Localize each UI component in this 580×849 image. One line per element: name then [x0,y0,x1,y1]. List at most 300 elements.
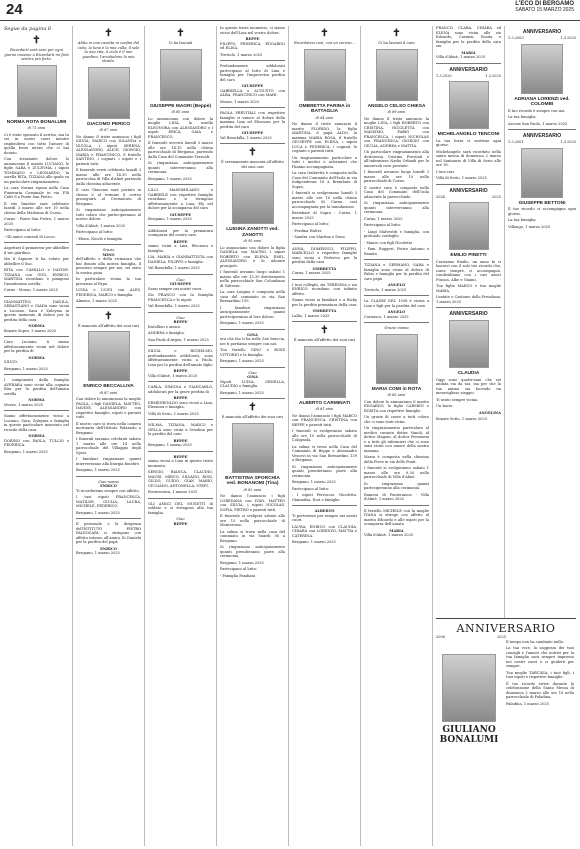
notice-text: Partecipano al lutto: [364,223,402,227]
portrait-photo [304,49,346,101]
notice-text: La cara Norma riposa nella Casa Funeraria Comunale in via F.lli Calvi 8 a Ponte San Pietro. [4,186,69,199]
cross-icon: ✝ [32,35,41,46]
notice-text: RITA con CAMILLO e DAVIDE, TIZIANA con GIGI, ENRICO, MARTINA ricordano e piangono l'amatissima sorella. [4,268,69,286]
notice-text: LILLI MASSIMILIANO e GABRIELE con rispettive famiglie ricordano e si stringono affettuosamente a Lina, Ely nel dolore per la scomparsa del caro [148,188,213,210]
notice-text: GIANMATTEO, DANILA, SEBASTIANO e GIADA sono vicini a Luciano, Sara e Zuleyma in questo momento di dolore per la perdita della cara [4,299,69,322]
divider [292,279,357,280]
column-rule [360,26,361,846]
cross-icon: ✝ [392,28,401,39]
notice-place-date: Ramera di Ponteranica - Villa d'Almè, 1 marzo 2025 [364,492,429,501]
notice-text: fratellino e amico. [148,324,182,329]
notice-place-date: Bergamo, 1 marzo 2025 [4,366,48,371]
notice-name: ANGELO [387,310,406,314]
divider [220,143,285,144]
notice-place-date: Curno, 1 marzo 2025 [364,216,403,221]
notice-name: ENRICO [100,546,117,551]
anniversary-heading: ANNIVERSARIO [522,29,562,35]
deceased-age: di 85 anni [387,393,406,397]
notice-place-date: Bergamo, 1 marzo 2025 [292,480,336,484]
notice-place-date: Val Brembilla, 1 marzo 2025 [148,304,200,308]
notice-place-date: Bergamo, 1 marzo 2025 [220,560,264,565]
notice-text: FILIPPO, FEDERICA, EDOARDO ed ELISA. [220,41,285,50]
notice-text: - Mauro con figli Nicoletta [364,240,413,245]
year-from: 1.3.2001 [508,140,524,144]
notice-text: I familiari ringraziano quanti interverranno alla liturgia funebre. [76,457,141,466]
notice-text: SILVIA e RICHELMO, profondamente addolorati, sono affettuosamente vicini a Paola, Lina per la perdita dell'amato figlio [148,349,213,367]
notice-text: SILVIO. [4,360,18,364]
notice-name: ENRICO [100,484,117,488]
notice-text: Partecipano al lutto: [4,228,42,232]
notice-text: In particolare vicina la tua presenza al Papa. [76,277,141,286]
notice-text: I funerali avranno luogo sabato 1 marzo alle ore 15.30 direttamente nella parrocchiale San Colombano di Valtesse. [220,270,285,288]
notice-place-date: Villongo, 1 marzo 2025 [508,224,551,229]
deceased-name: GIUSEPPE BETTONI [518,200,566,206]
notice-text: Un ringraziamento particolare al medico curante dottor Vanoli, al dottor Magoni, al dottor Personeni e a tutti gli infermieri che ci sono stati vicini con amore della nostra mamma. [364,426,429,453]
notice-text: - Ferdina Walter [292,228,322,233]
anniversary-years [436,195,501,200]
notice-text: Il tuo ricordo ci accompagna ogni giorno. [508,207,576,216]
notice-place-date: Arcene San Paolo, 1 marzo 2025 [508,121,568,126]
notice-text: Il funerale si svolgerà sabato alle ore 15 nella parrocchiale di Monterosso. [220,514,285,527]
notice-name: BEPPE [173,454,188,459]
notice-text: Addolorati per la prematura scomparsa del nostro caro [148,228,213,237]
year-to: 1.3.2025 [485,73,501,78]
column-rule [432,26,433,846]
divider [436,307,501,308]
notice-text: Un bacio. [436,404,454,408]
year-to: 2025 [492,194,501,199]
notice-name: GINA [247,332,258,337]
notice-text: Tua figlia MARCO e tua moglie MARIA. [436,284,501,293]
notice-text: Si ringraziano anticipatamente quanti interverranno alla cerimonia. [364,201,429,214]
portrait-photo [17,65,57,117]
notice-place-date: Val Brembilla, 1 marzo 2025 [148,266,200,270]
notice-heading: Ciao [176,517,185,521]
divider [148,225,213,226]
notice-name: BEPPE [173,239,188,244]
notice-text: È mancato all'affetto dei suoi cari [77,323,140,328]
notice-text: DORINO con PAOLA, TULLIO e FEDERICA. [4,438,69,447]
notice-place-date: Bergamo, 1 marzo 2025 [148,443,192,447]
portrait-photo [521,44,563,94]
notice-place-date: Curnasco, 1 marzo 2025 [364,314,409,319]
notice-place-date: Val Brembilla, 1 marzo 2025 [220,135,272,140]
notice-place-date: San Paolo d'Argon, 1 marzo 2025 [148,337,209,342]
portrait-photo [232,423,274,473]
notice-place-date: Treviolo, 1 marzo 2025 [220,52,263,57]
anniversary-heading: ANNIVERSARIO [522,133,562,139]
notice-text: Ne danno il triste annuncio la moglie LINA, i figli ROBERTO con CRISTINA, NICOLETTA con MASSIMO, FABIO con FRANCESCA, i nipoti NICHOLAS con FRANCESCA, GIORGIO con GIULIA, ANDREA e MATTIA. [364,116,429,148]
notice-text: I tuoi cari. [436,169,455,174]
continued-from: Segue da pagina 6 [4,26,52,32]
notice-name: NORMA [28,355,45,360]
notice-place-date: Lallio, 1 marzo 2025 [292,313,330,318]
cross-icon: ✝ [104,310,113,322]
deceased-name: NORMA ROTA BONALUMI [6,119,67,125]
column-4 [220,26,285,846]
notice-text: - Famiglia Pandiani [220,573,255,578]
notice-heading: Ciao [248,370,257,375]
deceased-name: ALBERTO CARMINATI [299,400,350,406]
notice-text: La tua forza ci sostiene ogni giorno. [436,138,501,147]
notice-text: Caro Luciano, ti siamo affettuosamente vicini nel dolore per la perdita di [4,340,69,353]
notice-text: Aspettavi il primavera per abbellire il tuo giardino. [4,246,69,255]
notice-text: Il funerale avverrà lunedì 3 marzo alle ore 14.15 nella chiesa parrocchiale di Bergamo, partendo dalla Casa del Commiato Terzuoli. [148,141,213,159]
notice-text: ANNA, DOMENICO, FILIPPO, MARCELLO e rispettive famiglie sono vicini a Federico per la perdita della cara [292,246,357,264]
notice-text: Ci ha lasciati [168,41,193,45]
notice-text: - Luigi Malvestiti e famiglia, con profondo cordoglio [364,229,429,238]
anniversary-heading: ANNIVERSARIO [449,66,488,73]
notice-place-date: Bergamo, 1 marzo 2025 [220,321,264,325]
divider [4,336,69,337]
deceased-name: EMILIO PINETTI [450,253,487,258]
portrait-photo [449,320,489,368]
notice-text: La tua voce, la saggezza dei tuoi consigli e l'amore che nutrivi per la tua famiglia sarà sempre impresso nei nostri cuori e ci guiderà per sempre. [506,646,574,668]
notice-text: Carissimo Emilio, un anno fa ci lasciavi con il solo tuo ricordo che, come sempre, ci accompagna, condividiamo con i cari amici Franca, Albe e Gianni. [436,259,501,282]
deceased-name: ENRICO BECCALLIVA [83,384,134,389]
notice-text: Con dolore lo annunciano il marito EDOARDO, le figlie CARMEN e ROSITA con rispettive famiglie. [364,399,429,413]
notice-text: Ti porteremo per sempre nei nostri cuori. [292,513,357,522]
notice-place-date: Bergamo, 1 marzo 2025 [4,449,48,454]
notice-text: Il tempo non ha cambiato nulla. [506,639,564,644]
divider [148,498,213,499]
anniversary-right [506,640,574,745]
publication-masthead [515,1,574,13]
column-5 [292,26,357,846]
deceased-age: di 87 anni [99,128,118,132]
notice-text: È serenamente mancata all'affetto dei suoi cari [221,160,284,169]
notice-text: Michelangelo sarà ricordato nella santa messa di domenica 2 marzo nel Santuario di Villa di Serio alle ore 18. [436,149,501,167]
divider [364,259,429,260]
column-rule [72,26,73,846]
deceased-name: MICHELANGELO TENCONI [437,132,500,137]
cross-icon: ✝ [320,325,329,336]
notice-place-date: Curno - Mozzo, 1 marzo 2025 [4,288,58,292]
divider [4,410,69,411]
notice-text: WILMA, TIZIANA, MARCO e NELLA sono vicini a Orsolina per la perdita del caro [148,423,213,436]
deceased-name: GIULIANO BONALUMI [439,724,499,745]
divider [220,60,285,61]
notice-text: Il fratello MICHELE con la moglie IVANA si stringe con affetto al marito Edoardo e alle nipoti per la scomparsa dell'amata [364,508,429,526]
notice-text: La CLASSE DEL 1938 è vicina a Lina e figli per la perdita del caro [364,299,429,308]
portrait-photo [449,81,489,129]
notice-text: Partecipano al lutto: [220,567,258,571]
notice-place-date: Villa d'Almè, 1 marzo 2025 [76,223,126,228]
notice-place-date: Lentate e Castione della Presolana, 1 marzo 2025 [436,295,501,304]
deceased-name: GIACOMO PERICO [86,121,131,127]
notice-place-date: Villa d'Almè, 1 marzo 2025 [436,55,486,59]
deceased-age: di 95 anni [243,239,262,243]
cross-icon: ✝ [248,402,257,413]
divider [148,312,213,313]
portrait-photo [88,331,130,381]
notice-name: MARIA [461,50,476,55]
notice-text: - Fam. Ruggeri, Pietro Antonio e Renata [364,247,429,256]
notice-text: Si ringraziano anticipatamente quanti prenderanno parte alla cerimonia. [292,464,357,478]
notice-name: GINA [247,375,258,379]
divider [220,398,285,399]
notice-name: NORMA [28,398,45,402]
portrait-photo [376,334,418,384]
anniversary-years [508,36,576,41]
divider [76,307,141,308]
portrait-photo [232,172,274,224]
divider [148,451,213,452]
notice-text: I funerali si svolgeranno sabato alle ore 10 nella parrocchiale di Colognola. [292,429,357,442]
notice-text: Ti sento sempre vicina. [436,397,479,402]
notice-place-date: Villa d'Almè, 1 marzo 2025 [364,533,414,537]
divider [4,296,69,297]
notice-text: Un grazie di cuore a tutti coloro che ci sono stati vicini. [364,415,429,424]
divider [220,107,285,108]
notice-text: Tua moglie TARCISIA, i tuoi figli, i tuoi nipoti e rispettive famiglie. [506,670,574,679]
notice-text: Il tuo ricordo è sempre con noi. [508,108,566,113]
notice-text: PAOLA PREVITALI con rispettive famiglie si unisce al dolore della mamma Lina ed Eleonora per la perdita del caro [220,111,285,129]
notice-text: Si ringraziano quanti parteciperanno alla cerimonia. [364,481,429,490]
column-8 [508,26,576,326]
year-from: 2006 [436,635,445,639]
divider [148,381,213,382]
notice-place-date: Curno - Ponte San Pietro, 1 marzo 2025 [4,217,69,226]
notice-place-date: Curno, 1 marzo 2025 [292,271,331,275]
page-number: 24 [6,1,23,18]
deceased-name: LUIGINA ZANOTTI ved. ZANOTTI [226,227,279,238]
deceased-age: di 85 anni [171,110,190,114]
notice-name: BEPPE [173,396,188,400]
notice-text: I funerali si svolgeranno sabato 1 marzo alle ore 9.30 nella parrocchiale di Villa d'Almè. [364,466,429,479]
deceased-age: di 87 anni [99,390,118,395]
divider [148,345,213,346]
notice-text: Oggi sono quattr'anni che sei andata via da noi, ma per che la tua anima sia facendo un meraviglioso viaggio. [436,377,501,395]
notice-text: LUISA e LUIGI con ALES, FEDERICA, MARCO e famiglia. [76,288,141,297]
divider [292,505,357,506]
notice-text: Ma il Signore ti ha voluto per abbellire il Suo. [4,257,69,266]
notice-text: Con dolore lo annunciano la moglie PAOLA, i figli DANIELA, MATTEO, DAVIDE, ALESSANDRO con rispettive famiglie, nipoti e parenti tutti. [76,397,141,419]
notice-name: OMBRETTA [312,266,337,271]
year-from: 1.3.2020 [436,73,452,78]
divider [220,367,285,368]
notice-text: I componenti della famiglia AVERARA sono vicini alla cognata Rita per la perdita dell'amata sorella [4,378,69,396]
deceased-name: GIUSEPPE MAGRI (Beppe) [149,103,212,109]
divider [148,184,213,185]
portrait-photo [521,148,563,198]
deceased-age: di 64 anni [315,115,334,120]
deceased-age: di 89 anni [387,110,406,114]
deceased-age: di 71 anni [27,126,46,130]
notice-text: Il caro Giacomo sarà portato in chiesa e al termine il corteo proseguirà al Crematorio di Bergamo. [76,188,141,206]
notice-text: Si ringraziano anticipatamente quanti interverranno alla cerimonia. [148,161,213,174]
notice-text: TIZIANA e GERMANO, SARA e famiglia sono vicini al dolore di Fabio e famiglia per la perdita del caro papà [364,263,429,281]
year-to: 1.3.2025 [560,36,576,40]
divider [148,274,213,275]
notice-place-date: Bergamo, 1 marzo 2025 [292,540,336,544]
notice-heading: Ciao [176,315,185,320]
notice-text: Ne danno l'annuncio i figli LOREDANA con IVAN, MATTEO con SILVIA, i nipoti NICOLAS, SOFIA, PIETRO e parenti tutti. [220,494,285,512]
notice-text: Profondamente addolorati partecipano al lutto di Lina e famiglia per l'improvvisa perdita del caro [220,64,285,82]
notice-text: Ci è stato spezzato il sorriso, ma tu sei in nostri cuori mentre risplendeva con tutto l'amore di quella forza intera che ci hai donato. [4,132,69,155]
notice-place-date: Bergamo, 1 marzo 2025 [220,359,264,363]
quote: Ricordarti sarà sere per ogni giorno insieme a Ricordarti mi farà sentire più forte. [4,48,69,61]
cross-icon: ✝ [248,147,257,158]
page-header [0,0,580,21]
year-to: 2025 [497,635,506,639]
notice-text: Siamo vicini ai familiari e a Ricky per la perdita prematura della cara [292,298,357,307]
notice-text: LIA, MARIA e GIANBATTISTA con DANIELA, FILIPPO e famiglia. [148,255,213,264]
column-6 [364,26,429,846]
notice-text: Lo annunciano con dolore la moglie LINA, la sorella ELEONORA con ALESSANDRO e i nipoti ERICA, GAIA e FRANCESCO. [148,116,213,139]
notice-text: Partecipano al lutto: [292,222,330,226]
notice-place-date: Bonate Sotto, 1 marzo 2025 [436,417,487,421]
notice-text: È mancato all'affetto dei suoi cari [293,338,356,342]
notice-text: Tuo fratello GINO e ROSE VITTORIO e la famiglia. [220,348,285,357]
portrait-photo [376,49,418,101]
quote: Abito in una casetta in confini del cielo, la luna è la mia culla, il sole la mia vita, il cielo è il mio giardino, l'arcobaleno la mia strada. [77,41,140,63]
divider [76,518,141,519]
notice-text: La tua famiglia. [508,115,537,119]
deceased-name: BATTISTINA SPORCHIA ved. BONANOMI (Tina) [225,475,280,486]
portrait-photo [442,654,496,722]
notice-text: I funerali si svolgeranno lunedì 3 marzo alle ore 10 nella chiesa parrocchiale di Curno, così accompagnata per la tumulazione. [292,191,357,209]
notice-text: Si ringraziano anticipatamente quanti prenderanno parte alla cerimonia. [220,545,285,558]
notice-name: GIUSEPPE [241,84,264,88]
column-rule [216,26,217,846]
notice-text: Maria è composta nella chiesina della Pieve in via delle Fonti. [364,455,429,464]
column-2 [76,26,141,846]
notice-name: MARIA [389,528,404,533]
portrait-photo [304,346,346,398]
column-rule [288,26,289,846]
notice-name: BEPPE [173,320,188,324]
notice-place-date: Bergamo, 1 marzo 2025 [148,176,192,181]
portrait-photo [88,67,130,119]
anniversary-left [436,640,502,745]
portrait-photo [449,202,489,250]
notice-text: Sarai sempre nei nostri cuori. [148,286,203,291]
notice-text: SERGIO, BIANCA, CLAUDIO, MAURI, MIRCO, SILVANO, ROSI, GILDO, GUIDO, GIAN MARIO, GIULIANO, ANTONELLA, STEFI. [148,470,213,488]
notice-text: La cara Ombretta è composta nella Casa del Commiato dell'Isola in via Indipendenza 18 a Brembate di Sopra. [292,171,357,189]
divider [364,295,429,296]
deceased-name: MARIA COMI in ROTA [371,386,422,392]
notice-text: La tua famiglia. [508,218,537,222]
divider [436,184,501,185]
notice-name: BEPPE [173,369,188,373]
notice-name: GIUSEPPE [241,131,264,135]
divider [76,476,141,477]
notice-text: ora che ibo ti ha nelle Sue braccia, nei ti portiamo sempre con noi. [220,337,285,346]
notice-text: LAURA, ENRICO con CLAUDIA, CHIARA con LORENZO, MATTIA e CATERINA. [292,524,357,538]
cross-icon: ✝ [176,28,185,39]
cross-icon: ✝ [104,28,113,39]
notice-text: Partecipano al lutto: [76,230,114,234]
notice-text: La cara Luigina è composta nella casa del commiato in via San Bernardino 139. [220,290,285,303]
notice-heading: Grazie nonna [384,326,409,330]
divider [4,242,69,243]
notice-name: GIUSEPPE [169,282,192,286]
notice-place-date: Villa d'Almè, 1 marzo 2025 [148,373,198,378]
notice-name: BEPPE [173,521,188,526]
notice-text: Il funerale verrà celebrato lunedì 3 marzo alle ore 14.30 nella parrocchia di Villa d'Almè partendo dalla chiesina adiacente. [76,168,141,186]
notice-name: MINO [102,252,115,257]
notice-text: I tuoi nipoti FRANCESCA, MATILDE, GIULIA, LAURA, MICHELE, FEDERICO. [76,495,141,508]
notice-name: BEPPE [245,37,260,41]
notice-place-date: Pontevenica, 1 marzo 2025 [148,490,198,494]
notice-place-date: Bergamo, 1 marzo 2025 [148,217,192,221]
notice-text: La salma si trova nella Casa del Commiato di Beppe e Alessandro Vescovi in via San Bernardino 139 a Bergamo. [292,444,357,462]
notice-text: siamo vicini a Lina, Eleonora e famiglia. [148,244,213,253]
publication-name: L'ECO DI BERGAMO [515,1,574,7]
deceased-name: ADRIANA LORENZI ved. COLOMBI [514,96,570,107]
notice-text: - Gli amici convinti di Lecco. [4,234,56,239]
anniversary-title: ANNIVERSARIO [436,618,576,635]
notice-signature: ANGELINA [478,410,501,415]
notice-place-date: Mozzo, 1 marzo 2025 [4,402,44,407]
cross-icon: ✝ [320,28,329,39]
divider [436,63,501,64]
column-1 [4,26,69,846]
divider [292,321,357,322]
notice-name: NORMA [28,324,45,328]
notice-text: siamo vicini a Lina in questo triste momento. [148,459,213,468]
year-to: 1.3.2025 [560,140,576,144]
notice-place-date: Villa di Serio, 1 marzo 2025 [148,411,199,416]
notice-place-date: Villa di Serio, 1 marzo 2025 [436,176,487,180]
publication-date: SABATO 15 MARZO 2025 [515,7,574,13]
deceased-name: OMBRETTA FARINA in BATTAGLIA [298,103,351,114]
notice-text: Con straziante dolore lo annunciano il marito LUCIANO, le figlie SARA e ZULEYMA, i nipoti TOMMASO e LEONARDO, la sorella RITA, TIZIANA alle quale va un particolare ringraziamento. [4,157,69,184]
notice-heading: Ciao [176,277,185,282]
notice-place-date: Bergamo, 1 marzo 2025 [76,510,120,515]
notice-text: Il nostro caro è composto nella Casa del Commiato dell'Isola adiacente la parrocchiale. [364,185,429,199]
notice-place-date: Brembate di Sopra - Curno, 1 marzo 2025 [292,211,357,220]
anniversary-body [436,640,576,745]
notice-text: ANDREA e famiglia. [148,331,185,335]
notice-text: I familiari ringraziano anticipatamente quanti parteciperanno al loro dolore. [220,305,285,319]
notice-place-date: Almeno, 1 marzo 2025 [76,299,118,303]
notice-text: Lo annunciano con dolore la figlia DANIELA con MAURO, i nipoti ROBERTO con ELENA, EMIL, ALESSANDRO e le adorate pronipoti. [220,245,285,268]
notice-place-date: Paladina, 1 marzo 2025 [506,701,549,706]
notice-text: - I nipoti Ferruccio, Nicoletta, Gianmilsa, Dori e famiglie [292,493,357,502]
notice-text: È mancata all'affetto dei suoi cari [221,415,284,419]
notice-text: Zio FRANCO con la famiglia FRANCESCA e le nipoti. [148,293,213,302]
notice-text: Si ringraziano anticipatamente tutti coloro che parteciperanno al nostro dolore. [76,208,141,221]
notice-text: I tuoi colleghi, zia TERESINA e zio ENRICO ricordano con infinito affetto. [292,282,357,296]
notice-text: La salma si trova nella casa del commiato in via Suardi 36 a Bergamo. [220,529,285,543]
notice-text: Il nostro caro si trova nella camera mortuaria dell'Istituto Palazzolo a Bergamo. [76,421,141,435]
notice-text: Partecipano al lutto: [292,486,330,491]
anniversary-years [508,140,576,145]
deceased-name: ANGELO CELSO CHIESA [367,103,426,109]
quote: Ricordatevi così, con un sorriso... [294,41,355,45]
divider [4,374,69,375]
notice-text: Il personale e la dirigenza dell'ISTITUTO PIETRO PALEOCAPA si stringono con affetto intorno all'amico Di Daniela per la perdita del papà [76,522,141,544]
notice-heading: Ciao nonno [98,479,119,484]
notice-text: In questo triste momento, ci siamo vicini dell'Lina nel vostro dolore. [220,26,285,35]
notice-text: Un ringraziamento particolare a tutti i medici e infermieri che l'hanno accompagnata. [292,155,357,169]
notice-text: Ne danno l'annuncio i figli MARCO con FRANCESCA, CRISTINA con BEPPE e parenti tutti. [292,413,357,427]
divider [364,505,429,506]
notice-text: GABRIELLA e AUGUSTO con ALBA, FRANCESCO con MAHI. [220,88,285,97]
divider [292,243,357,244]
notice-place-date: Mozzo, 1 marzo 2025 [220,99,260,104]
divider [508,129,576,130]
notice-text: GLI AMICI DEL MUSETTI di soldato e si stringono alla tua famiglia. [148,501,213,515]
notice-text: Il tuo ricordo rivive durante la celebrazione della Santa Messa di domenica 2 marzo alle ore 18 nella parrocchiale di Paladina. [506,681,574,699]
notice-place-date: Bergamo, 1 marzo 2025 [220,390,264,395]
notice-text: Il rito funebre sarà celebrato lunedì 3 marzo alle ore 10 nella chiesa della Madonna di Curno. [4,201,69,215]
notice-text: Siamo affettuosamente vicini a Luciano, Sara, Zuleyma e famiglia in questo particolare momento nel ricordo della cara [4,414,69,432]
notice-name: ANGELO [387,283,406,287]
divider [76,244,141,245]
